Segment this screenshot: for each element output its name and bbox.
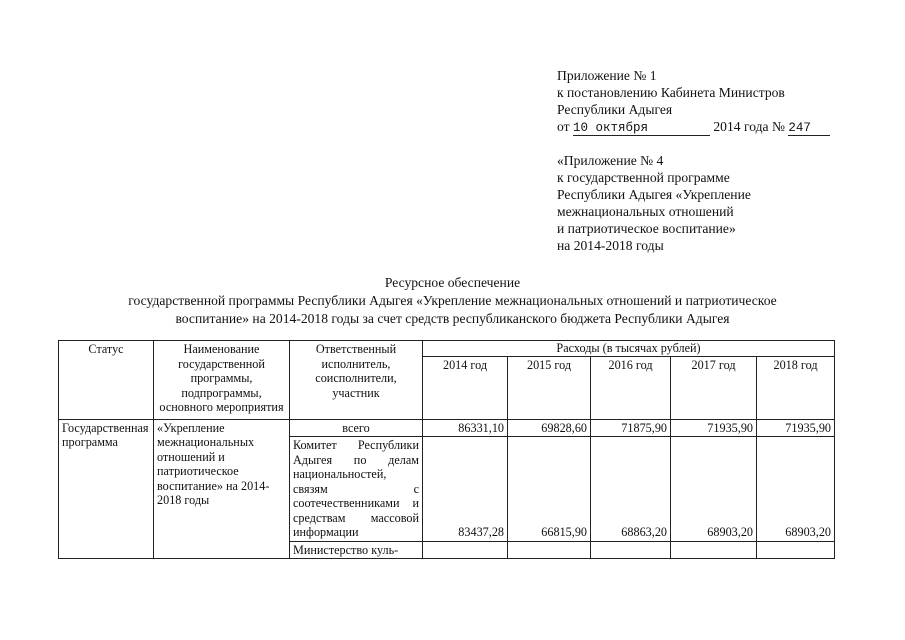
- document-title-line1: Ресурсное обеспечение: [384, 275, 521, 290]
- handwritten-date: 10 октября: [572, 121, 648, 135]
- document-title-line2: государственной программы Республики Адыгея «Укрепление межнациональных отношений и патриотическое: [128, 293, 777, 308]
- header-row-1: [59, 341, 835, 357]
- total-2014: 86331,10: [423, 419, 508, 437]
- committee-2015: 66815,90: [508, 437, 591, 542]
- ministry-2015: [508, 541, 591, 558]
- committee-2016: 68863,20: [591, 437, 671, 542]
- appendix-4-line6: на 2014-2018 годы: [557, 238, 664, 253]
- appendix-4-line2: к государственной программе: [557, 170, 730, 185]
- total-2015: 69828,60: [508, 419, 591, 437]
- appendix-1-date-line: [557, 118, 887, 136]
- committee-2014: 83437,28: [423, 437, 508, 542]
- total-2018: 71935,90: [757, 419, 835, 437]
- row-name-cell: «Укрепление межнациональных отношений и патриотическое воспитание» на 2014-2018 годы: [154, 419, 290, 558]
- header-year-2015: 2015 год: [508, 356, 591, 419]
- header-year-2018: 2018 год: [757, 356, 835, 419]
- total-label-cell: всего: [290, 419, 423, 437]
- handwritten-number: 247: [788, 121, 811, 135]
- document-title-line3: воспитание» на 2014-2018 годы за счет средств республиканского бюджета Республики Адыгея: [175, 311, 730, 326]
- appendix-4-line3: Республики Адыгея «Укрепление: [557, 187, 751, 202]
- committee-2018: 68903,20: [757, 437, 835, 542]
- year-text: 2014 года №: [713, 119, 785, 134]
- from-label: от: [557, 119, 570, 134]
- row-status-cell: Государственная программа: [59, 419, 154, 558]
- appendix-4-line5: и патриотическое воспитание»: [557, 221, 736, 236]
- ministry-2017: [671, 541, 757, 558]
- header-executor: Ответственный исполнитель, соисполнители, участник: [290, 341, 423, 420]
- appendix-4-title: «Приложение № 4: [557, 153, 664, 168]
- ministry-2014: [423, 541, 508, 558]
- ministry-2016: [591, 541, 671, 558]
- ministry-executor-text: Министерство куль-: [293, 542, 399, 557]
- appendix-4-line4: межнациональных отношений: [557, 204, 734, 219]
- header-name: Наименование государственной программы, подпрограммы, основного мероприятия: [154, 341, 290, 420]
- appendix-1-line3: Республики Адыгея: [557, 102, 673, 117]
- committee-2017: 68903,20: [671, 437, 757, 542]
- resource-table: [58, 340, 835, 559]
- header-year-2014: 2014 год: [423, 356, 508, 419]
- header-year-2017: 2017 год: [671, 356, 757, 419]
- total-2017: 71935,90: [671, 419, 757, 437]
- ministry-2018: [757, 541, 835, 558]
- appendix-1-line2: к постановлению Кабинета Министров: [557, 85, 785, 100]
- appendix-1-block: [557, 67, 887, 136]
- total-2016: 71875,90: [591, 419, 671, 437]
- committee-executor-cell: Комитет Республики Адыгея по делам национальностей, связям с соотечественниками и средствам массовой информации: [290, 437, 423, 542]
- number-underline: [788, 120, 830, 136]
- table-row-total: [59, 419, 835, 437]
- appendix-4-block: [557, 152, 887, 254]
- appendix-1-title: Приложение № 1: [557, 68, 657, 83]
- header-year-2016: 2016 год: [591, 356, 671, 419]
- header-expenses: Расходы (в тысячах рублей): [423, 341, 835, 357]
- header-status: Статус: [59, 341, 154, 420]
- ministry-executor-cell: [290, 541, 423, 558]
- date-underline: [573, 120, 710, 136]
